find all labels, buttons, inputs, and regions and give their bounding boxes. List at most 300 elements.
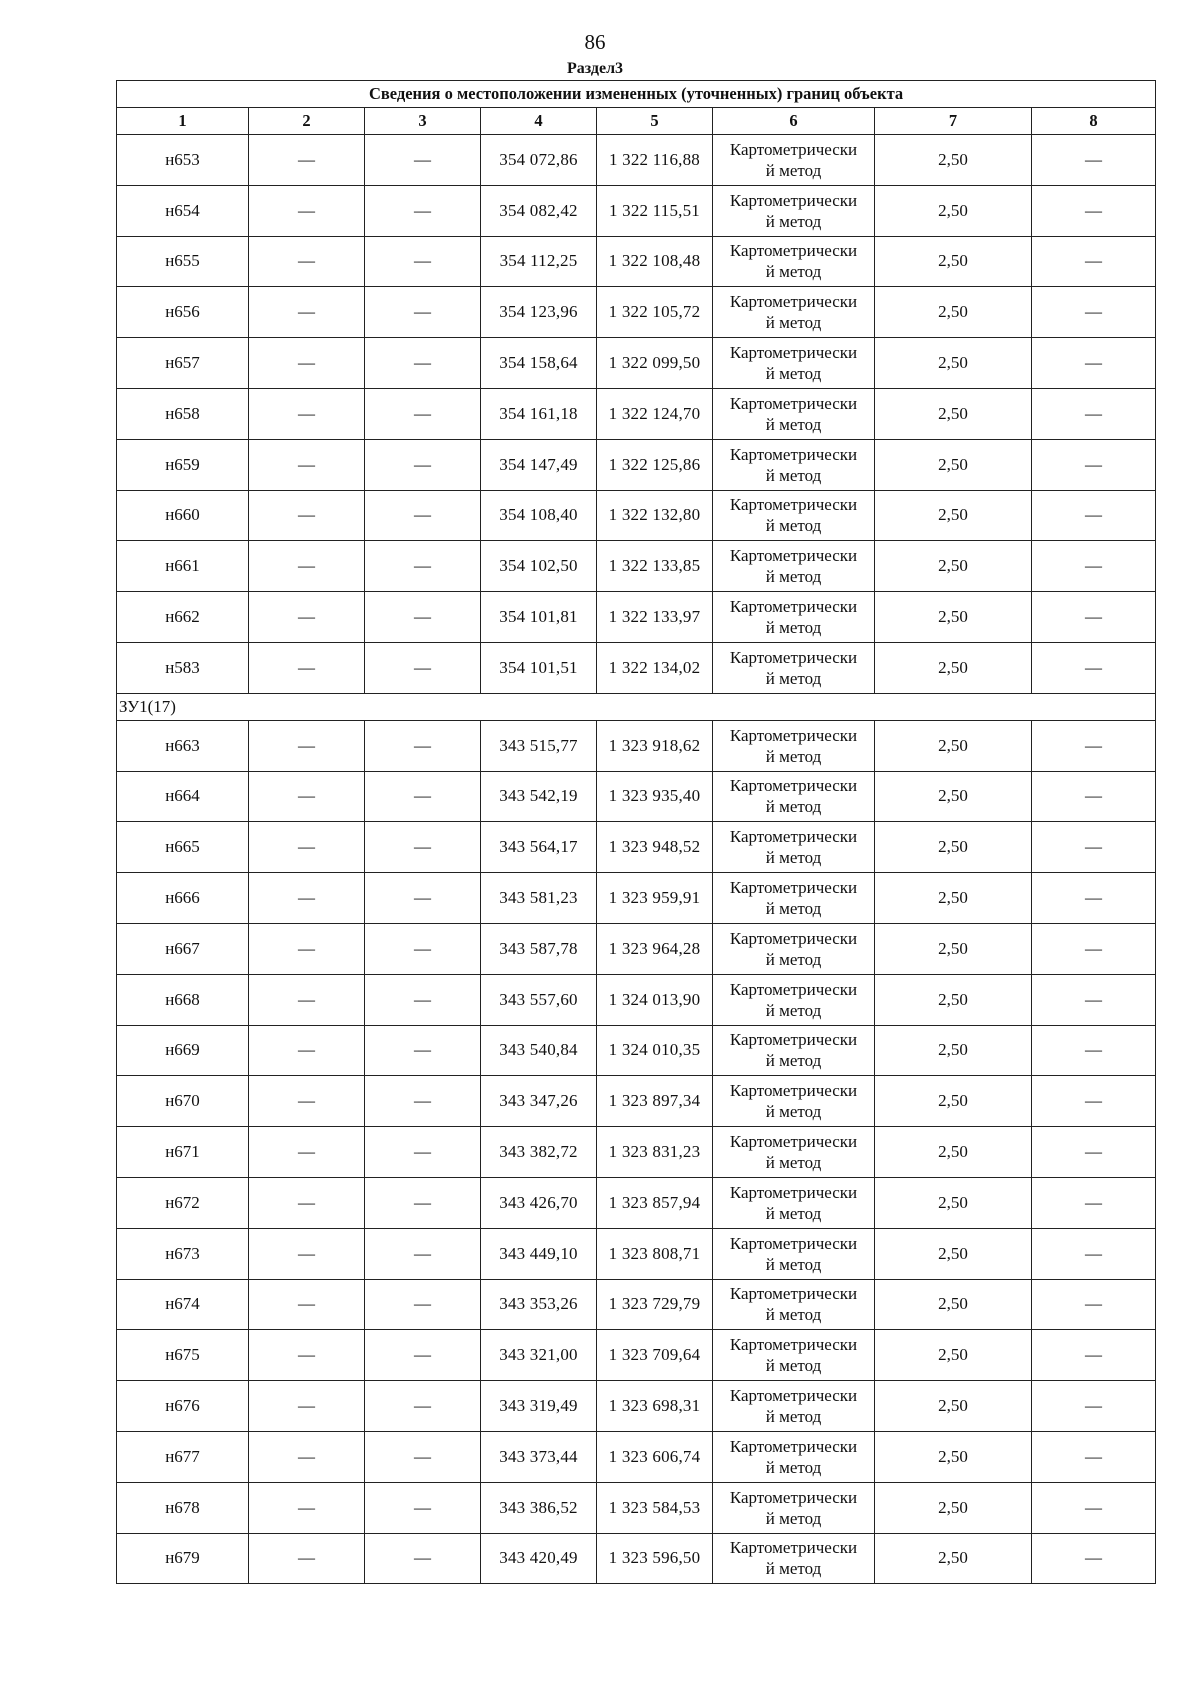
- table-row: [117, 1127, 1156, 1178]
- empty-dash-cell: —: [1032, 771, 1156, 822]
- y-coordinate-cell: 1 323 729,79: [597, 1279, 713, 1330]
- empty-dash-cell: —: [365, 642, 481, 693]
- method-line-1: Картометрически: [729, 1182, 858, 1202]
- empty-dash-cell: —: [1032, 1381, 1156, 1432]
- method-cell: [713, 1177, 875, 1228]
- table-row: [117, 1330, 1156, 1381]
- empty-dash-cell: —: [365, 439, 481, 490]
- method-line-2: й метод: [765, 1000, 822, 1020]
- accuracy-cell: 2,50: [875, 185, 1032, 236]
- x-coordinate-cell: 343 386,52: [481, 1482, 597, 1533]
- table-row: [117, 1177, 1156, 1228]
- empty-dash-cell: —: [365, 135, 481, 186]
- table-row: [117, 822, 1156, 873]
- method-cell: [713, 1127, 875, 1178]
- y-coordinate-cell: 1 323 935,40: [597, 771, 713, 822]
- method-line-2: й метод: [765, 516, 822, 536]
- method-cell: [713, 1076, 875, 1127]
- table-row: [117, 1431, 1156, 1482]
- table-row: [117, 974, 1156, 1025]
- y-coordinate-cell: 1 322 116,88: [597, 135, 713, 186]
- method-cell: [713, 1482, 875, 1533]
- x-coordinate-cell: 343 540,84: [481, 1025, 597, 1076]
- empty-dash-cell: —: [249, 388, 365, 439]
- column-number: 3: [365, 108, 481, 135]
- point-name-cell: н662: [117, 592, 249, 643]
- y-coordinate-cell: 1 323 596,50: [597, 1533, 713, 1584]
- method-cell: [713, 923, 875, 974]
- method-cell: [713, 287, 875, 338]
- y-coordinate-cell: 1 322 108,48: [597, 236, 713, 287]
- method-line-1: Картометрически: [729, 444, 858, 464]
- method-line-2: й метод: [765, 668, 822, 688]
- table-row: [117, 1482, 1156, 1533]
- x-coordinate-cell: 354 161,18: [481, 388, 597, 439]
- method-line-1: Картометрически: [729, 725, 858, 745]
- method-cell: [713, 1431, 875, 1482]
- method-line-1: Картометрически: [729, 979, 858, 999]
- accuracy-cell: 2,50: [875, 1330, 1032, 1381]
- empty-dash-cell: —: [249, 1076, 365, 1127]
- point-name-cell: н669: [117, 1025, 249, 1076]
- accuracy-cell: 2,50: [875, 1533, 1032, 1584]
- point-name-cell: н671: [117, 1127, 249, 1178]
- empty-dash-cell: —: [1032, 1076, 1156, 1127]
- empty-dash-cell: —: [249, 1482, 365, 1533]
- x-coordinate-cell: 354 108,40: [481, 490, 597, 541]
- empty-dash-cell: —: [249, 287, 365, 338]
- point-name-cell: н660: [117, 490, 249, 541]
- x-coordinate-cell: 354 123,96: [481, 287, 597, 338]
- point-name-cell: н672: [117, 1177, 249, 1228]
- method-line-1: Картометрически: [729, 928, 858, 948]
- empty-dash-cell: —: [365, 822, 481, 873]
- column-number: 5: [597, 108, 713, 135]
- method-line-2: й метод: [765, 414, 822, 434]
- method-cell: [713, 974, 875, 1025]
- table-row: [117, 490, 1156, 541]
- table-row: [117, 1025, 1156, 1076]
- point-name-cell: н678: [117, 1482, 249, 1533]
- empty-dash-cell: —: [1032, 1431, 1156, 1482]
- empty-dash-cell: —: [365, 338, 481, 389]
- y-coordinate-cell: 1 323 808,71: [597, 1228, 713, 1279]
- y-coordinate-cell: 1 323 897,34: [597, 1076, 713, 1127]
- empty-dash-cell: —: [249, 923, 365, 974]
- y-coordinate-cell: 1 324 010,35: [597, 1025, 713, 1076]
- accuracy-cell: 2,50: [875, 338, 1032, 389]
- method-line-1: Картометрически: [729, 1284, 858, 1304]
- table-body: [117, 135, 1156, 1584]
- method-cell: [713, 642, 875, 693]
- method-line-1: Картометрически: [729, 647, 858, 667]
- empty-dash-cell: —: [365, 236, 481, 287]
- empty-dash-cell: —: [1032, 1279, 1156, 1330]
- method-cell: [713, 771, 875, 822]
- empty-dash-cell: —: [249, 1279, 365, 1330]
- x-coordinate-cell: 354 082,42: [481, 185, 597, 236]
- y-coordinate-cell: 1 322 132,80: [597, 490, 713, 541]
- empty-dash-cell: —: [365, 592, 481, 643]
- method-line-1: Картометрически: [729, 1233, 858, 1253]
- method-line-2: й метод: [765, 1457, 822, 1477]
- point-name-cell: н667: [117, 923, 249, 974]
- method-line-1: Картометрически: [729, 1335, 858, 1355]
- empty-dash-cell: —: [365, 923, 481, 974]
- empty-dash-cell: —: [249, 1177, 365, 1228]
- table-row: [117, 388, 1156, 439]
- x-coordinate-cell: 354 101,51: [481, 642, 597, 693]
- point-name-cell: н668: [117, 974, 249, 1025]
- x-coordinate-cell: 343 426,70: [481, 1177, 597, 1228]
- method-line-2: й метод: [765, 797, 822, 817]
- method-line-2: й метод: [765, 1356, 822, 1376]
- point-name-cell: н658: [117, 388, 249, 439]
- method-line-2: й метод: [765, 949, 822, 969]
- x-coordinate-cell: 343 373,44: [481, 1431, 597, 1482]
- accuracy-cell: 2,50: [875, 923, 1032, 974]
- method-cell: [713, 1025, 875, 1076]
- point-name-cell: н677: [117, 1431, 249, 1482]
- empty-dash-cell: —: [1032, 236, 1156, 287]
- method-cell: [713, 490, 875, 541]
- y-coordinate-cell: 1 322 134,02: [597, 642, 713, 693]
- method-cell: [713, 135, 875, 186]
- x-coordinate-cell: 343 353,26: [481, 1279, 597, 1330]
- empty-dash-cell: —: [365, 1482, 481, 1533]
- y-coordinate-cell: 1 323 606,74: [597, 1431, 713, 1482]
- method-line-2: й метод: [765, 1203, 822, 1223]
- column-number: 1: [117, 108, 249, 135]
- accuracy-cell: 2,50: [875, 592, 1032, 643]
- table-caption-row: [117, 81, 1156, 108]
- y-coordinate-cell: 1 323 948,52: [597, 822, 713, 873]
- x-coordinate-cell: 343 542,19: [481, 771, 597, 822]
- table-row: [117, 236, 1156, 287]
- table-row: [117, 1228, 1156, 1279]
- accuracy-cell: 2,50: [875, 490, 1032, 541]
- empty-dash-cell: —: [365, 185, 481, 236]
- empty-dash-cell: —: [249, 1381, 365, 1432]
- empty-dash-cell: —: [365, 1025, 481, 1076]
- x-coordinate-cell: 354 112,25: [481, 236, 597, 287]
- table-row: [117, 642, 1156, 693]
- table-caption: Сведения о местоположении измененных (уточненных) границ объекта: [117, 81, 1156, 108]
- accuracy-cell: 2,50: [875, 1431, 1032, 1482]
- empty-dash-cell: —: [1032, 338, 1156, 389]
- method-line-2: й метод: [765, 1559, 822, 1579]
- accuracy-cell: 2,50: [875, 287, 1032, 338]
- point-name-cell: н659: [117, 439, 249, 490]
- point-name-cell: н665: [117, 822, 249, 873]
- empty-dash-cell: —: [365, 873, 481, 924]
- accuracy-cell: 2,50: [875, 873, 1032, 924]
- method-line-2: й метод: [765, 1153, 822, 1173]
- method-cell: [713, 720, 875, 771]
- method-line-2: й метод: [765, 1051, 822, 1071]
- x-coordinate-cell: 343 347,26: [481, 1076, 597, 1127]
- method-line-2: й метод: [765, 746, 822, 766]
- table-row: [117, 923, 1156, 974]
- y-coordinate-cell: 1 322 125,86: [597, 439, 713, 490]
- accuracy-cell: 2,50: [875, 439, 1032, 490]
- accuracy-cell: 2,50: [875, 771, 1032, 822]
- y-coordinate-cell: 1 322 133,85: [597, 541, 713, 592]
- column-number: 7: [875, 108, 1032, 135]
- method-line-2: й метод: [765, 567, 822, 587]
- empty-dash-cell: —: [249, 822, 365, 873]
- empty-dash-cell: —: [1032, 1482, 1156, 1533]
- empty-dash-cell: —: [1032, 1228, 1156, 1279]
- table-row: [117, 135, 1156, 186]
- method-line-2: й метод: [765, 1102, 822, 1122]
- y-coordinate-cell: 1 323 698,31: [597, 1381, 713, 1432]
- empty-dash-cell: —: [249, 771, 365, 822]
- point-name-cell: н664: [117, 771, 249, 822]
- method-line-2: й метод: [765, 364, 822, 384]
- method-line-1: Картометрически: [729, 1487, 858, 1507]
- empty-dash-cell: —: [249, 974, 365, 1025]
- method-cell: [713, 1533, 875, 1584]
- accuracy-cell: 2,50: [875, 1228, 1032, 1279]
- method-cell: [713, 388, 875, 439]
- accuracy-cell: 2,50: [875, 1025, 1032, 1076]
- point-name-cell: н673: [117, 1228, 249, 1279]
- method-line-1: Картометрически: [729, 827, 858, 847]
- method-cell: [713, 338, 875, 389]
- method-line-2: й метод: [765, 211, 822, 231]
- column-number: 2: [249, 108, 365, 135]
- method-line-2: й метод: [765, 1508, 822, 1528]
- method-line-1: Картометрически: [729, 878, 858, 898]
- empty-dash-cell: —: [249, 541, 365, 592]
- y-coordinate-cell: 1 324 013,90: [597, 974, 713, 1025]
- accuracy-cell: 2,50: [875, 822, 1032, 873]
- empty-dash-cell: —: [365, 287, 481, 338]
- table-row: [117, 338, 1156, 389]
- empty-dash-cell: —: [1032, 873, 1156, 924]
- x-coordinate-cell: 343 420,49: [481, 1533, 597, 1584]
- empty-dash-cell: —: [249, 592, 365, 643]
- empty-dash-cell: —: [249, 185, 365, 236]
- empty-dash-cell: —: [1032, 822, 1156, 873]
- method-cell: [713, 236, 875, 287]
- x-coordinate-cell: 343 564,17: [481, 822, 597, 873]
- method-line-1: Картометрически: [729, 1436, 858, 1456]
- point-name-cell: н670: [117, 1076, 249, 1127]
- method-line-1: Картометрически: [729, 495, 858, 515]
- point-name-cell: н655: [117, 236, 249, 287]
- empty-dash-cell: —: [1032, 974, 1156, 1025]
- empty-dash-cell: —: [1032, 1330, 1156, 1381]
- empty-dash-cell: —: [365, 1177, 481, 1228]
- empty-dash-cell: —: [365, 541, 481, 592]
- table-row: [117, 720, 1156, 771]
- empty-dash-cell: —: [1032, 642, 1156, 693]
- point-name-cell: н583: [117, 642, 249, 693]
- empty-dash-cell: —: [249, 1127, 365, 1178]
- point-name-cell: н674: [117, 1279, 249, 1330]
- table-row: [117, 771, 1156, 822]
- method-cell: [713, 592, 875, 643]
- point-name-cell: н676: [117, 1381, 249, 1432]
- x-coordinate-cell: 354 101,81: [481, 592, 597, 643]
- method-line-1: Картометрически: [729, 546, 858, 566]
- accuracy-cell: 2,50: [875, 720, 1032, 771]
- method-line-2: й метод: [765, 1407, 822, 1427]
- x-coordinate-cell: 343 557,60: [481, 974, 597, 1025]
- empty-dash-cell: —: [249, 1533, 365, 1584]
- group-header-row: [117, 693, 1156, 720]
- y-coordinate-cell: 1 323 964,28: [597, 923, 713, 974]
- y-coordinate-cell: 1 323 857,94: [597, 1177, 713, 1228]
- empty-dash-cell: —: [365, 1127, 481, 1178]
- method-cell: [713, 873, 875, 924]
- empty-dash-cell: —: [365, 1533, 481, 1584]
- empty-dash-cell: —: [1032, 592, 1156, 643]
- method-line-2: й метод: [765, 1305, 822, 1325]
- table-row: [117, 185, 1156, 236]
- method-line-2: й метод: [765, 160, 822, 180]
- table-row: [117, 287, 1156, 338]
- point-name-cell: н653: [117, 135, 249, 186]
- method-cell: [713, 185, 875, 236]
- x-coordinate-cell: 354 158,64: [481, 338, 597, 389]
- page-number: 86: [584, 30, 606, 54]
- column-number: 6: [713, 108, 875, 135]
- empty-dash-cell: —: [1032, 1177, 1156, 1228]
- table-row: [117, 1279, 1156, 1330]
- empty-dash-cell: —: [1032, 490, 1156, 541]
- accuracy-cell: 2,50: [875, 236, 1032, 287]
- table-row: [117, 1381, 1156, 1432]
- table-row: [117, 1076, 1156, 1127]
- method-line-1: Картометрически: [729, 1538, 858, 1558]
- method-line-2: й метод: [765, 465, 822, 485]
- y-coordinate-cell: 1 323 831,23: [597, 1127, 713, 1178]
- empty-dash-cell: —: [1032, 1127, 1156, 1178]
- y-coordinate-cell: 1 322 115,51: [597, 185, 713, 236]
- empty-dash-cell: —: [365, 720, 481, 771]
- accuracy-cell: 2,50: [875, 135, 1032, 186]
- table-row: [117, 1533, 1156, 1584]
- method-line-1: Картометрически: [729, 1081, 858, 1101]
- point-name-cell: н675: [117, 1330, 249, 1381]
- accuracy-cell: 2,50: [875, 1482, 1032, 1533]
- empty-dash-cell: —: [249, 873, 365, 924]
- method-line-2: й метод: [765, 313, 822, 333]
- y-coordinate-cell: 1 322 124,70: [597, 388, 713, 439]
- empty-dash-cell: —: [249, 490, 365, 541]
- x-coordinate-cell: 343 319,49: [481, 1381, 597, 1432]
- accuracy-cell: 2,50: [875, 541, 1032, 592]
- empty-dash-cell: —: [249, 135, 365, 186]
- method-line-1: Картометрически: [729, 393, 858, 413]
- method-cell: [713, 1330, 875, 1381]
- section-title: Раздел3: [566, 60, 624, 77]
- empty-dash-cell: —: [249, 1431, 365, 1482]
- method-line-2: й метод: [765, 618, 822, 638]
- group-label: ЗУ1(17): [117, 693, 1156, 720]
- column-number: 8: [1032, 108, 1156, 135]
- empty-dash-cell: —: [365, 771, 481, 822]
- accuracy-cell: 2,50: [875, 1381, 1032, 1432]
- empty-dash-cell: —: [1032, 1533, 1156, 1584]
- method-cell: [713, 1381, 875, 1432]
- empty-dash-cell: —: [249, 1330, 365, 1381]
- method-cell: [713, 1228, 875, 1279]
- method-line-1: Картометрически: [729, 776, 858, 796]
- x-coordinate-cell: 343 382,72: [481, 1127, 597, 1178]
- empty-dash-cell: —: [365, 1330, 481, 1381]
- empty-dash-cell: —: [1032, 439, 1156, 490]
- point-name-cell: н663: [117, 720, 249, 771]
- empty-dash-cell: —: [249, 338, 365, 389]
- x-coordinate-cell: 354 072,86: [481, 135, 597, 186]
- empty-dash-cell: —: [365, 1431, 481, 1482]
- column-number-row: [117, 108, 1156, 135]
- method-line-1: Картометрически: [729, 343, 858, 363]
- empty-dash-cell: —: [1032, 135, 1156, 186]
- method-cell: [713, 822, 875, 873]
- table-row: [117, 592, 1156, 643]
- empty-dash-cell: —: [1032, 720, 1156, 771]
- empty-dash-cell: —: [365, 1381, 481, 1432]
- empty-dash-cell: —: [249, 1228, 365, 1279]
- empty-dash-cell: —: [365, 388, 481, 439]
- method-line-1: Картометрически: [729, 241, 858, 261]
- accuracy-cell: 2,50: [875, 1177, 1032, 1228]
- empty-dash-cell: —: [1032, 923, 1156, 974]
- empty-dash-cell: —: [1032, 185, 1156, 236]
- method-line-1: Картометрически: [729, 292, 858, 312]
- point-name-cell: н656: [117, 287, 249, 338]
- point-name-cell: н661: [117, 541, 249, 592]
- method-line-1: Картометрически: [729, 1030, 858, 1050]
- accuracy-cell: 2,50: [875, 642, 1032, 693]
- y-coordinate-cell: 1 322 133,97: [597, 592, 713, 643]
- empty-dash-cell: —: [365, 490, 481, 541]
- accuracy-cell: 2,50: [875, 1279, 1032, 1330]
- point-name-cell: н666: [117, 873, 249, 924]
- empty-dash-cell: —: [249, 439, 365, 490]
- y-coordinate-cell: 1 323 959,91: [597, 873, 713, 924]
- method-line-1: Картометрически: [729, 139, 858, 159]
- accuracy-cell: 2,50: [875, 388, 1032, 439]
- y-coordinate-cell: 1 323 709,64: [597, 1330, 713, 1381]
- empty-dash-cell: —: [1032, 388, 1156, 439]
- method-line-2: й метод: [765, 848, 822, 868]
- method-line-1: Картометрически: [729, 190, 858, 210]
- y-coordinate-cell: 1 322 099,50: [597, 338, 713, 389]
- table-row: [117, 873, 1156, 924]
- empty-dash-cell: —: [365, 1228, 481, 1279]
- table-row: [117, 541, 1156, 592]
- x-coordinate-cell: 343 449,10: [481, 1228, 597, 1279]
- empty-dash-cell: —: [1032, 541, 1156, 592]
- point-name-cell: н679: [117, 1533, 249, 1584]
- y-coordinate-cell: 1 323 918,62: [597, 720, 713, 771]
- accuracy-cell: 2,50: [875, 1076, 1032, 1127]
- empty-dash-cell: —: [365, 1076, 481, 1127]
- empty-dash-cell: —: [365, 974, 481, 1025]
- method-line-2: й метод: [765, 899, 822, 919]
- empty-dash-cell: —: [249, 642, 365, 693]
- empty-dash-cell: —: [1032, 1025, 1156, 1076]
- method-line-1: Картометрически: [729, 1386, 858, 1406]
- y-coordinate-cell: 1 322 105,72: [597, 287, 713, 338]
- method-line-2: й метод: [765, 1254, 822, 1274]
